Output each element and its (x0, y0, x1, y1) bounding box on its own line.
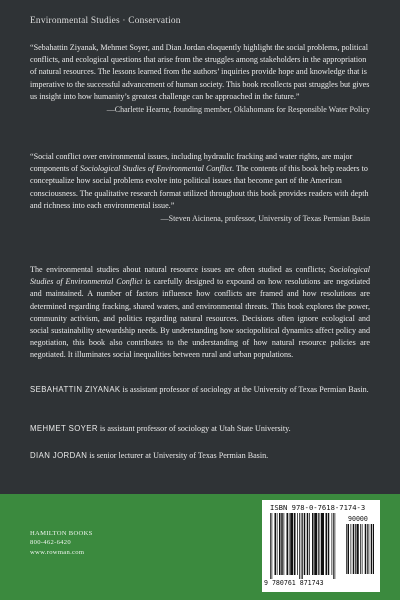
publisher-website: www.rowman.com (30, 548, 85, 556)
quote-attribution: —Steven Aicinena, professor, University of Texas Permian Basin (160, 214, 370, 224)
price-code: 90000 (348, 515, 368, 523)
quote-attribution: —Charlette Hearne, founding member, Oklahomans for Responsible Water Policy (106, 105, 370, 115)
isbn-barcode (262, 500, 380, 592)
book-description: The environmental studies about natural resource issues are often studied as conflicts; Sociological Studies of Environmental Conflict is carefully designed to expound on how resolutions are negotiated and maintained. A number of factors influence how conflicts are framed and how resolutions are determined regarding fracking, shared waters, and environmental threats. This book explores the power, community activism, and politics regarding natural resources. Decisions often ignore ecological and social sustainability stewardship needs. By understanding how sociopolitical dynamics affect policy and negotiation, this book also contributes to the understanding of how natural resource policies are negotiated. It illuminates social inequalities between rural and urban populations. (30, 265, 370, 360)
category-label: Environmental Studies · Conservation (30, 16, 181, 26)
publisher-info (30, 529, 93, 557)
publisher-name: HAMILTON BOOKS (30, 530, 93, 537)
quote-text: “Social conflict over environmental issues, including hydraulic fracking and water rights, are major components of Sociological Studies of Environmental Conflict. The contents of this book help readers to conceptualize how social problems evolve into political issues that become part of the American consciousness. The qualitative research format utilized throughout this book provides readers with depth and richness into each environmental issue.” (30, 152, 369, 210)
author-bio-soyer: MEHMET SOYER is assistant professor of sociology at Utah State University. (30, 424, 291, 433)
author-name: MEHMET SOYER (30, 424, 98, 433)
book-title: Sociological Studies of Environmental Conflict (79, 164, 233, 174)
endorsement-quote-1 (30, 42, 370, 116)
endorsement-quote-2 (30, 151, 370, 225)
quote-text: “Sebahattin Ziyanak, Mehmet Soyer, and Dian Jordan eloquently highlight the social problems, political conflicts, and ecological questions that arise from the struggles among stakeholders in the appropriation of natural resources. The lessons learned from the authors’ inquiries provide hope and knowledge that is imperative to the successful advancement of human society. This book recollects past struggles but gives us insight into how humanity’s greatest challenge can be approached in the future.” (30, 43, 370, 101)
ean-barcode-bars (270, 513, 344, 579)
author-name: DIAN JORDAN (30, 451, 88, 460)
publisher-phone: 800-462-6420 (30, 539, 71, 547)
addon-barcode-bars (346, 524, 374, 578)
author-bio-jordan: DIAN JORDAN is senior lecturer at University of Texas Permian Basin. (30, 451, 269, 460)
author-bio-ziyanak: SEBAHATTIN ZIYANAK is assistant professor of sociology at the University of Texas Permian Basin. (30, 385, 369, 394)
author-name: SEBAHATTIN ZIYANAK (30, 385, 121, 394)
isbn-number: ISBN 978-0-7618-7174-3 (270, 503, 366, 512)
ean-digits: 9 780761 871743 (264, 579, 324, 587)
book-title: Sociological Studies of Environmental Conflict (30, 265, 370, 287)
